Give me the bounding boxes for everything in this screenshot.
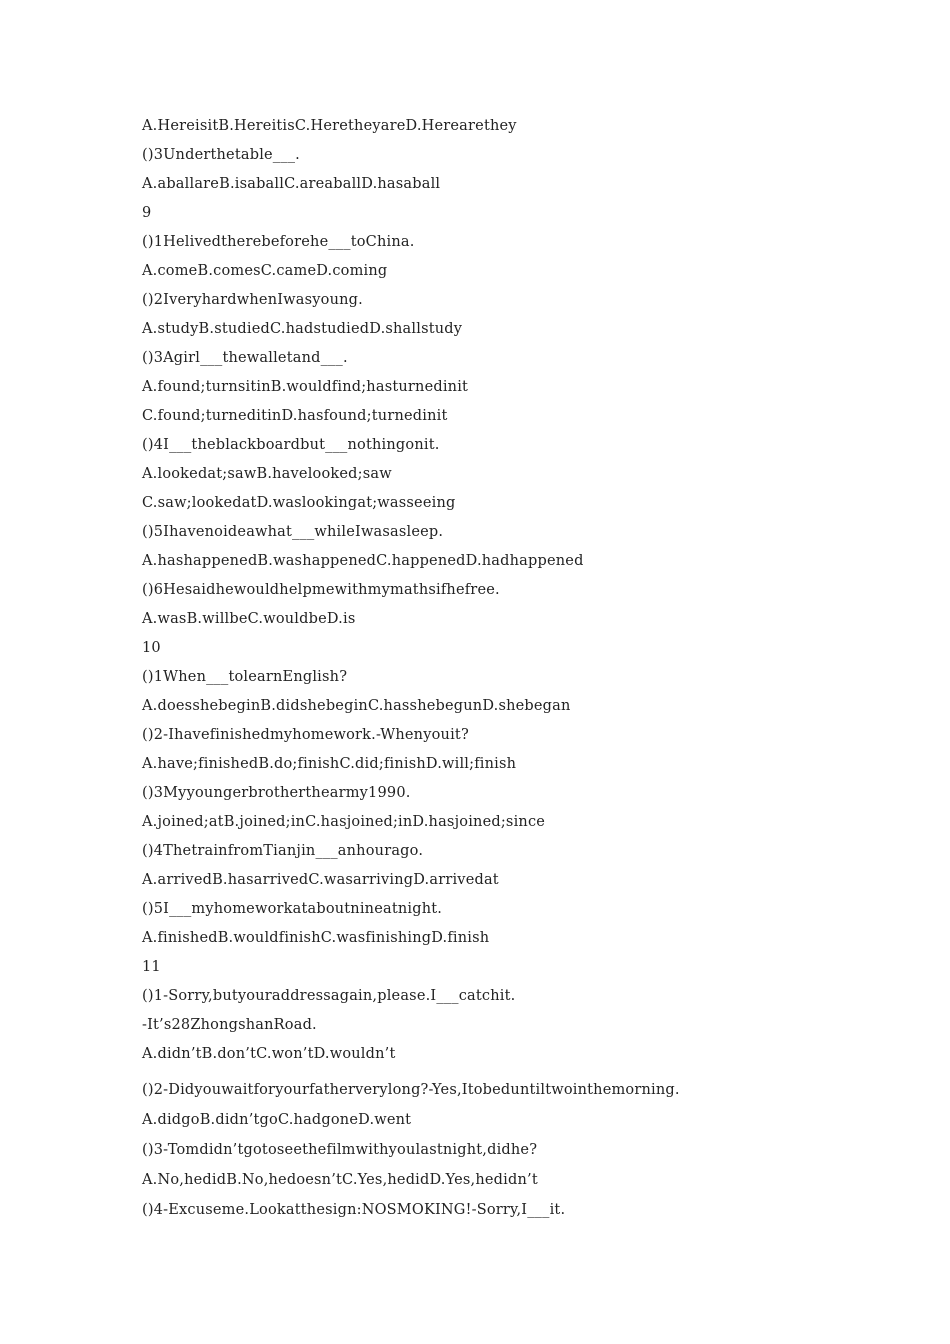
question-line: ()1When___tolearnEnglish? bbox=[142, 669, 348, 685]
options-line: A.aballareB.isaballC.areaballD.hasaball bbox=[142, 176, 441, 192]
options-line: A.arrivedB.hasarrivedC.wasarrivingD.arrivedat bbox=[142, 872, 499, 888]
question-line: ()3Underthetable___. bbox=[142, 147, 300, 163]
options-line: C.saw;lookedatD.waslookingat;wasseeing bbox=[142, 495, 456, 511]
question-line: ()6Hesaidhewouldhelpmewithmymathsifhefree. bbox=[142, 582, 500, 598]
question-line: ()4I___theblackboardbut___nothingonit. bbox=[142, 437, 440, 453]
options-line: A.lookedat;sawB.havelooked;saw bbox=[142, 466, 392, 482]
answer-line: -It’s28ZhongshanRoad. bbox=[142, 1017, 317, 1033]
options-line: A.No,hedidB.No,hedoesn’tC.Yes,hedidD.Yes,hedidn’t bbox=[142, 1172, 538, 1188]
options-line: A.finishedB.wouldfinishC.wasfinishingD.finish bbox=[142, 930, 490, 946]
section-number: 9 bbox=[142, 205, 152, 221]
options-line: A.studyB.studiedC.hadstudiedD.shallstudy bbox=[142, 321, 463, 337]
text-line: A.HereisitB.HereitisC.HeretheyareD.Herearethey bbox=[142, 118, 517, 134]
options-line: A.hashappenedB.washappenedC.happenedD.hadhappened bbox=[142, 553, 584, 569]
options-line: A.didgoB.didn’tgoC.hadgoneD.went bbox=[142, 1112, 412, 1128]
question-line: ()2-Didyouwaitforyourfatherverylong?-Yes,Itobeduntiltwointhemorning. bbox=[142, 1082, 680, 1098]
options-line: A.comeB.comesC.cameD.coming bbox=[142, 263, 388, 279]
question-line: ()3-Tomdidn’tgotoseethefilmwithyoulastnight,didhe? bbox=[142, 1142, 538, 1158]
question-line: ()5I___myhomeworkataboutnineatnight. bbox=[142, 901, 443, 917]
exercise-text bbox=[142, 112, 902, 1226]
section-number: 10 bbox=[142, 640, 161, 656]
question-line: ()2IveryhardwhenIwasyoung. bbox=[142, 292, 363, 308]
question-line: ()4-Excuseme.Lookatthesign:NOSMOKING!-Sorry,I___it. bbox=[142, 1202, 566, 1218]
question-line: ()3Myyoungerbrotherthearmy1990. bbox=[142, 785, 411, 801]
question-line: ()1Helivedtherebeforehe___toChina. bbox=[142, 234, 415, 250]
options-line: A.found;turnsitinB.wouldfind;hasturnedinit bbox=[142, 379, 469, 395]
options-line: A.wasB.willbeC.wouldbeD.is bbox=[142, 611, 356, 627]
options-line: A.doesshebeginB.didshebeginC.hasshebegunD.shebegan bbox=[142, 698, 571, 714]
options-line: C.found;turneditinD.hasfound;turnedinit bbox=[142, 408, 448, 424]
options-line: A.didn’tB.don’tC.won’tD.wouldn’t bbox=[142, 1046, 396, 1062]
question-line: ()5Ihavenoideawhat___whileIwasasleep. bbox=[142, 524, 444, 540]
question-line: ()2-Ihavefinishedmyhomework.-Whenyouit? bbox=[142, 727, 469, 743]
question-line: ()4ThetrainfromTianjin___anhourago. bbox=[142, 843, 424, 859]
options-line: A.have;finishedB.do;finishC.did;finishD.will;finish bbox=[142, 756, 517, 772]
options-line: A.joined;atB.joined;inC.hasjoined;inD.hasjoined;since bbox=[142, 814, 546, 830]
section-number: 11 bbox=[142, 959, 161, 975]
question-line: ()3Agirl___thewalletand___. bbox=[142, 350, 348, 366]
question-line: ()1-Sorry,butyouraddressagain,please.I___catchit. bbox=[142, 988, 516, 1004]
